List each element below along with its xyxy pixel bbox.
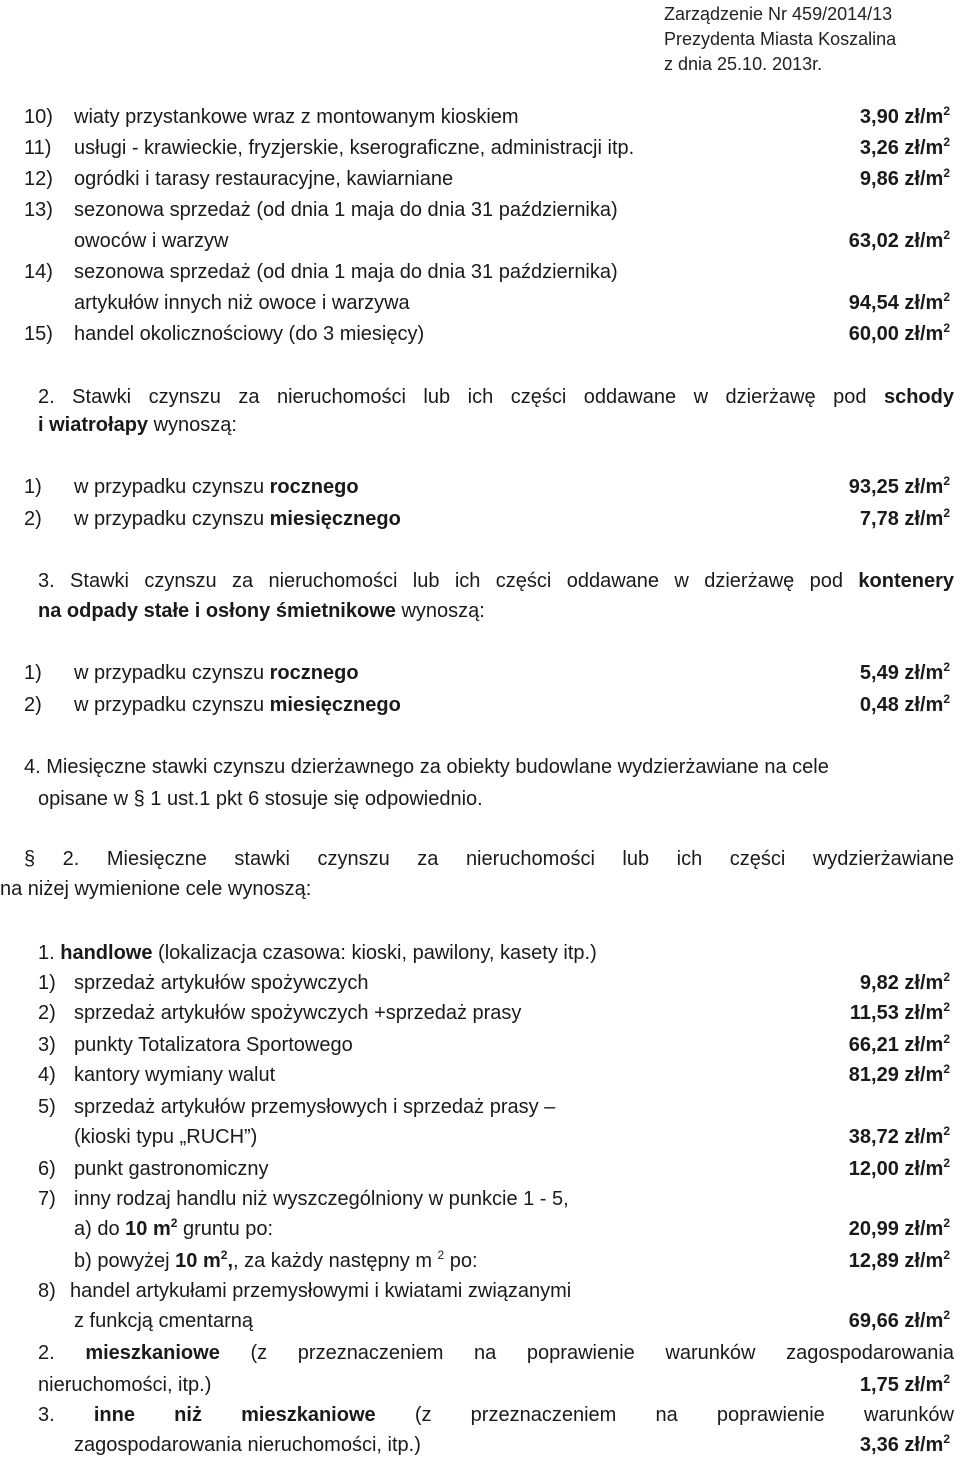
item-8-line-2: z funkcją cmentarną 69,66 $zł/m^2$ — [74, 1308, 950, 1332]
item-value: 81,29 $zł/m^2$ — [848, 1062, 950, 1086]
item-text: punkt gastronomiczny — [74, 1158, 269, 1180]
inne-line-1: 3. inne niż mieszkaniowe (z przeznaczeniem na poprawienie warunków — [38, 1404, 954, 1426]
item-text: w przypadku czynszu miesięcznego — [74, 508, 401, 530]
item-text: sprzedaż artykułów spożywczych +sprzedaż prasy — [74, 1002, 522, 1024]
rate-row — [0, 1122, 960, 1152]
item-number: 3) — [38, 1034, 56, 1056]
item-number: 1) — [24, 662, 42, 684]
rate-row — [0, 998, 960, 1028]
section-2-line-2: i wiatrołapy wynoszą: — [38, 414, 237, 436]
item-value: 63,02 $zł/m^2$ — [848, 228, 950, 252]
item-number: 7) — [38, 1188, 56, 1210]
item-text: w przypadku czynszu rocznego — [74, 662, 359, 684]
item-value: 9,86 $zł/m^2$ — [859, 166, 950, 190]
item-7a: a) do 10 $m^2$ gruntu po: 20,99 $zł/m^2$ — [74, 1216, 950, 1240]
item-text: w przypadku czynszu rocznego — [74, 476, 359, 498]
rate-row — [0, 226, 960, 256]
item-8-line-1: 8) handel artykułami przemysłowymi i kwiatami związanymi — [38, 1280, 572, 1302]
rate-row — [0, 1060, 960, 1090]
item-text: inny rodzaj handlu niż wyszczególniony w punkcie 1 - 5, — [74, 1188, 569, 1210]
item-value: 66,21 $zł/m^2$ — [848, 1032, 950, 1056]
item-text: (kioski typu „RUCH”) — [74, 1126, 258, 1148]
item-value: 9,82 $zł/m^2$ — [859, 970, 950, 994]
paragraph-2-line-2: na niżej wymienione cele wynoszą: — [0, 878, 312, 900]
item-value: 0,48 $zł/m^2$ — [859, 692, 950, 716]
rate-row — [0, 257, 960, 287]
section-4-line-2: opisane w § 1 ust.1 pkt 6 stosuje się odpowiednio. — [38, 788, 483, 810]
handlowe-heading: 1. handlowe (lokalizacja czasowa: kioski, pawilony, kasety itp.) — [38, 942, 597, 964]
item-value: 60,00 $zł/m^2$ — [848, 321, 950, 345]
item-number: 15) — [24, 323, 53, 345]
item-text: sezonowa sprzedaż (od dnia 1 maja do dnia 31 października) — [74, 261, 618, 283]
item-text: owoców i warzyw — [74, 230, 229, 252]
header-line-3: z dnia 25.10. 2013r. — [664, 54, 823, 74]
rate-row — [0, 504, 960, 534]
item-number: 10) — [24, 106, 53, 128]
item-number: 2) — [24, 694, 42, 716]
section-4-line-1: 4. Miesięczne stawki czynszu dzierżawnego za obiekty budowlane wydzierżawiane na cele — [24, 756, 829, 778]
item-text: wiaty przystankowe wraz z montowanym kioskiem — [74, 106, 519, 128]
item-text: sprzedaż artykułów spożywczych — [74, 972, 369, 994]
item-value: 7,78 $zł/m^2$ — [859, 506, 950, 530]
rate-row — [0, 1154, 960, 1184]
item-text: sprzedaż artykułów przemysłowych i sprzedaż prasy – — [74, 1096, 556, 1118]
rate-row — [0, 968, 960, 998]
mieszkaniowe-line-1: 2. mieszkaniowe (z przeznaczeniem na poprawienie warunków zagospodarowania — [38, 1342, 954, 1364]
rate-row — [0, 1184, 960, 1214]
inne-line-2: zagospodarowania nieruchomości, itp.) 3,36 $zł/m^2$ — [74, 1432, 950, 1456]
rate-row — [0, 195, 960, 225]
rate-row — [0, 1092, 960, 1122]
item-number: 1) — [38, 972, 56, 994]
mieszkaniowe-line-2: nieruchomości, itp.) 1,75 $zł/m^2$ — [38, 1372, 950, 1396]
section-3-line-1: 3. Stawki czynszu za nieruchomości lub ich części oddawane w dzierżawę pod kontenery — [38, 570, 954, 592]
item-value: 3,26 $zł/m^2$ — [859, 135, 950, 159]
paragraph-2-line-1: § 2. Miesięczne stawki czynszu za nieruchomości lub ich części wydzierżawiane — [24, 848, 954, 870]
item-value: 11,53 $zł/m^2$ — [849, 1000, 950, 1024]
item-value: 12,00 $zł/m^2$ — [848, 1156, 950, 1180]
rate-row — [0, 133, 960, 163]
item-number: 2) — [38, 1002, 56, 1024]
item-7b: b) powyżej 10 $m^2$,, za każdy następny m $^2$ po: 12,89 $zł/m^2$ — [74, 1248, 950, 1272]
rate-row — [0, 164, 960, 194]
item-value: 38,72 $zł/m^2$ — [848, 1124, 950, 1148]
rate-row — [0, 690, 960, 720]
item-text: kantory wymiany walut — [74, 1064, 276, 1086]
item-number: 12) — [24, 168, 53, 190]
item-text: punkty Totalizatora Sportowego — [74, 1034, 353, 1056]
item-number: 6) — [38, 1158, 56, 1180]
item-text: sezonowa sprzedaż (od dnia 1 maja do dnia 31 października) — [74, 199, 618, 221]
item-number: 13) — [24, 199, 53, 221]
rate-row — [0, 319, 960, 349]
item-value: 3,90 $zł/m^2$ — [859, 104, 950, 128]
item-text: handel okolicznościowy (do 3 miesięcy) — [74, 323, 425, 345]
item-text: w przypadku czynszu miesięcznego — [74, 694, 401, 716]
section-3-line-2: na odpady stałe i osłony śmietnikowe wynoszą: — [38, 600, 485, 622]
rate-row — [0, 102, 960, 132]
header-line-2: Prezydenta Miasta Koszalina — [664, 29, 897, 49]
item-value: 93,25 $zł/m^2$ — [848, 474, 950, 498]
section-2-line-1: 2. Stawki czynszu za nieruchomości lub ich części oddawane w dzierżawę pod schody — [38, 386, 954, 408]
rate-row — [0, 472, 960, 502]
rate-row — [0, 288, 960, 318]
item-number: 14) — [24, 261, 53, 283]
item-text: usługi - krawieckie, fryzjerskie, kserograficzne, administracji itp. — [74, 137, 635, 159]
item-number: 1) — [24, 476, 42, 498]
header-line-1: Zarządzenie Nr 459/2014/13 — [664, 4, 893, 24]
item-number: 11) — [24, 137, 52, 159]
rate-row — [0, 658, 960, 688]
item-text: artykułów innych niż owoce i warzywa — [74, 292, 410, 314]
item-number: 4) — [38, 1064, 56, 1086]
item-number: 2) — [24, 508, 42, 530]
item-text: ogródki i tarasy restauracyjne, kawiarniane — [74, 168, 454, 190]
item-number: 5) — [38, 1096, 56, 1118]
document-header — [664, 2, 896, 77]
item-value: 94,54 $zł/m^2$ — [848, 290, 950, 314]
item-value: 5,49 $zł/m^2$ — [859, 660, 950, 684]
rate-row — [0, 1030, 960, 1060]
